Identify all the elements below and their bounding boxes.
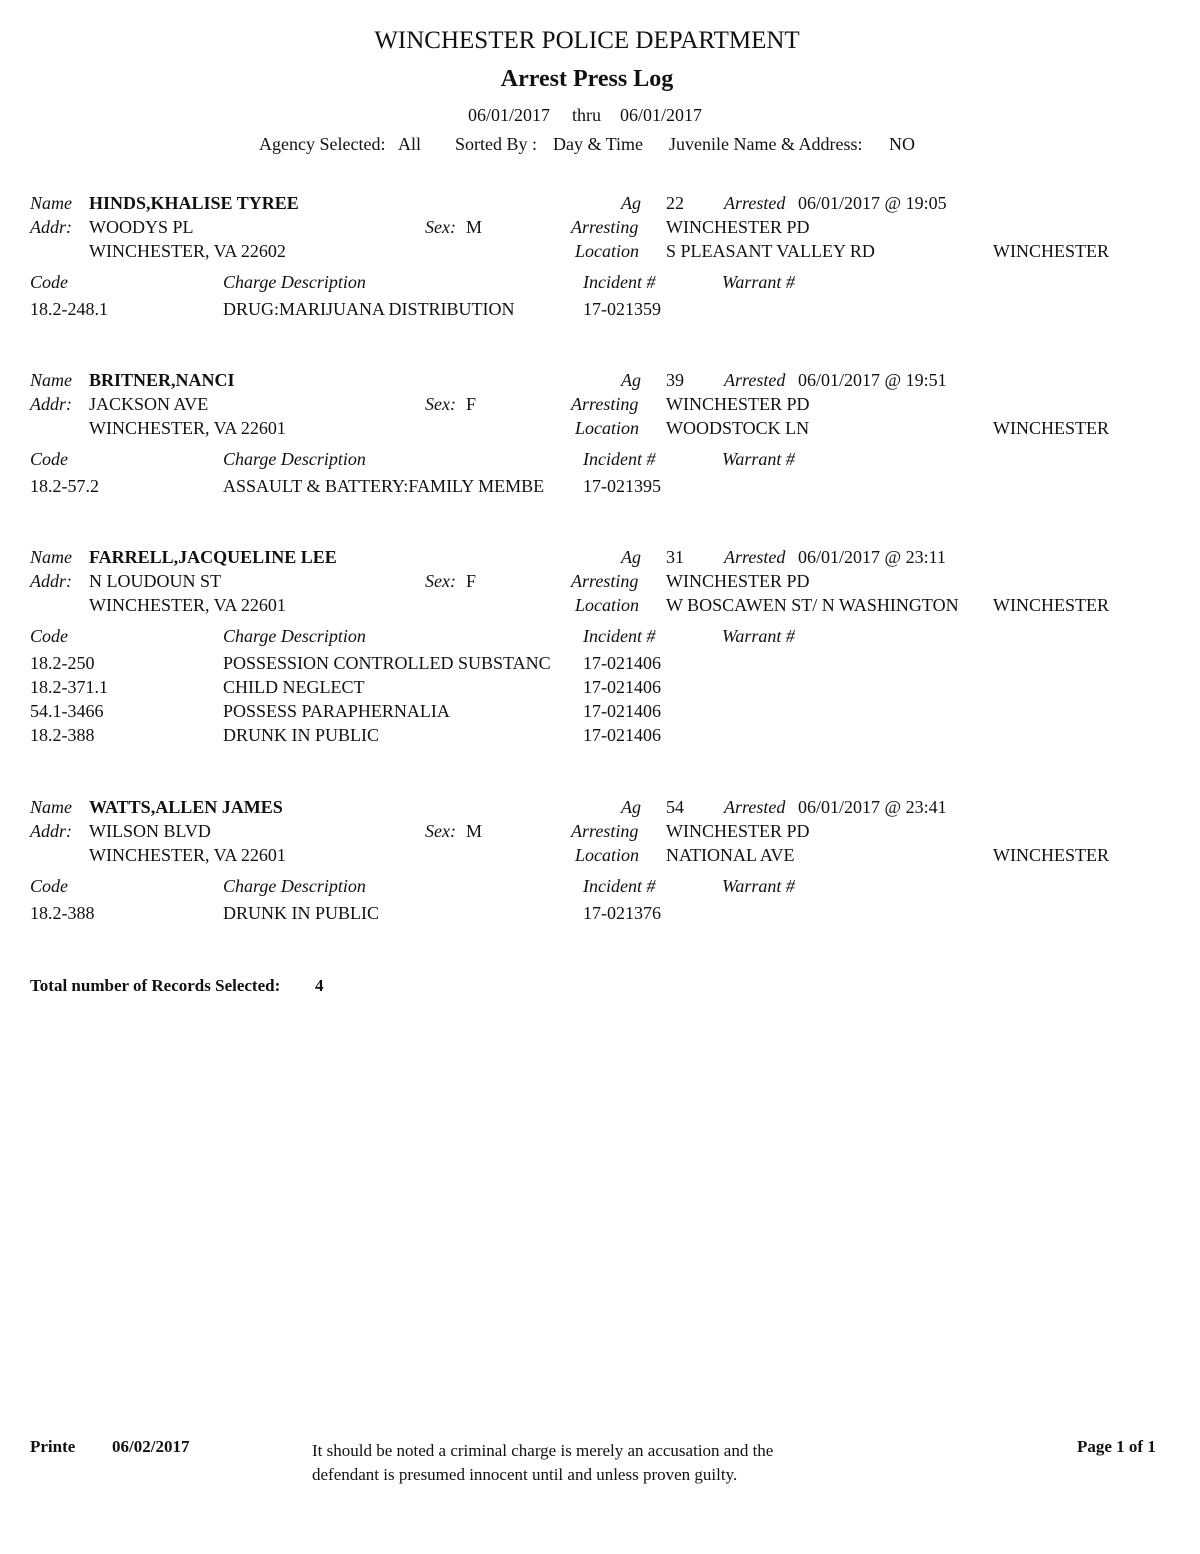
arrestee-age: 22: [666, 193, 684, 213]
arrest-city: WINCHESTER: [993, 595, 1109, 615]
age-label: Ag: [621, 370, 641, 390]
arrest-location: WOODSTOCK LN: [666, 418, 810, 438]
sex-label: Sex:: [425, 571, 456, 591]
arrest-location: S PLEASANT VALLEY RD: [666, 241, 875, 261]
arresting-agency: WINCHESTER PD: [666, 394, 810, 414]
name-label: Name: [30, 193, 72, 213]
age-label: Ag: [621, 193, 641, 213]
arrested-datetime: 06/01/2017 @ 19:05: [798, 193, 947, 213]
charge-description: POSSESS PARAPHERNALIA: [223, 701, 450, 721]
address-line1: N LOUDOUN ST: [89, 571, 221, 591]
arrestee-sex: F: [466, 571, 477, 591]
incident-header: Incident #: [583, 876, 656, 896]
arresting-agency: WINCHESTER PD: [666, 571, 810, 591]
incident-number: 17-021406: [583, 653, 661, 673]
name-label: Name: [30, 370, 72, 390]
arresting-label: Arresting: [571, 571, 639, 591]
arrest-location: NATIONAL AVE: [666, 845, 795, 865]
disclaimer-line2: defendant is presumed innocent until and unless proven guilty.: [312, 1465, 738, 1484]
department-title: WINCHESTER POLICE DEPARTMENT: [374, 27, 800, 54]
arresting-label: Arresting: [571, 394, 639, 414]
incident-number: 17-021406: [583, 701, 661, 721]
thru-label: thru: [572, 105, 601, 125]
arrested-label: Arrested: [724, 370, 786, 390]
arrest-city: WINCHESTER: [993, 845, 1109, 865]
address-line2: WINCHESTER, VA 22601: [89, 595, 286, 615]
location-label: Location: [575, 845, 640, 865]
address-line2: WINCHESTER, VA 22602: [89, 241, 286, 261]
code-header: Code: [30, 272, 68, 292]
report-title: Arrest Press Log: [500, 66, 674, 92]
page-number: Page 1 of 1: [1077, 1437, 1156, 1456]
arrestee-name: HINDS,KHALISE TYREE: [89, 193, 299, 213]
incident-number: 17-021395: [583, 476, 661, 496]
location-label: Location: [575, 595, 640, 615]
addr-label: Addr:: [30, 394, 72, 414]
incident-number: 17-021376: [583, 903, 661, 923]
addr-label: Addr:: [30, 217, 72, 237]
location-label: Location: [575, 418, 640, 438]
addr-label: Addr:: [30, 571, 72, 591]
arresting-agency: WINCHESTER PD: [666, 217, 810, 237]
arrestee-name: FARRELL,JACQUELINE LEE: [89, 547, 337, 567]
charge-description: POSSESSION CONTROLLED SUBSTANC: [223, 653, 551, 673]
code-header: Code: [30, 626, 68, 646]
juvenile-value: NO: [889, 134, 915, 154]
charge-description: CHILD NEGLECT: [223, 677, 365, 697]
address-line1: JACKSON AVE: [89, 394, 209, 414]
arrestee-sex: F: [466, 394, 477, 414]
agency-selected-label: Agency Selected:: [259, 134, 386, 154]
warrant-header: Warrant #: [722, 449, 795, 469]
warrant-header: Warrant #: [722, 272, 795, 292]
code-header: Code: [30, 876, 68, 896]
charge-code: 18.2-388: [30, 725, 95, 745]
sorted-by-label: Sorted By :: [455, 134, 538, 154]
date-from: 06/01/2017: [468, 105, 551, 125]
age-label: Ag: [621, 797, 641, 817]
arrest-city: WINCHESTER: [993, 241, 1109, 261]
age-label: Ag: [621, 547, 641, 567]
total-records-label: Total number of Records Selected:: [30, 976, 281, 995]
charge-description: ASSAULT & BATTERY:FAMILY MEMBE: [223, 476, 545, 496]
address-line2: WINCHESTER, VA 22601: [89, 845, 286, 865]
charge-code: 18.2-388: [30, 903, 95, 923]
charge-description-header: Charge Description: [223, 876, 366, 896]
juvenile-label: Juvenile Name & Address:: [669, 134, 863, 154]
charge-code: 54.1-3466: [30, 701, 104, 721]
sex-label: Sex:: [425, 217, 456, 237]
arrestee-sex: M: [466, 217, 483, 237]
charge-description: DRUNK IN PUBLIC: [223, 725, 380, 745]
arrested-datetime: 06/01/2017 @ 23:11: [798, 547, 946, 567]
arrested-label: Arrested: [724, 797, 786, 817]
incident-header: Incident #: [583, 272, 656, 292]
charge-code: 18.2-250: [30, 653, 95, 673]
sex-label: Sex:: [425, 821, 456, 841]
charge-description: DRUG:MARIJUANA DISTRIBUTION: [223, 299, 515, 319]
arrestee-age: 39: [666, 370, 684, 390]
arrestee-age: 31: [666, 547, 684, 567]
charge-code: 18.2-248.1: [30, 299, 108, 319]
charge-code: 18.2-371.1: [30, 677, 108, 697]
arrestee-name: WATTS,ALLEN JAMES: [89, 797, 283, 817]
disclaimer-line1: It should be noted a criminal charge is merely an accusation and the: [312, 1441, 774, 1460]
address-line1: WOODYS PL: [89, 217, 194, 237]
arresting-agency: WINCHESTER PD: [666, 821, 810, 841]
incident-number: 17-021359: [583, 299, 661, 319]
arresting-label: Arresting: [571, 821, 639, 841]
incident-number: 17-021406: [583, 677, 661, 697]
address-line2: WINCHESTER, VA 22601: [89, 418, 286, 438]
arrested-label: Arrested: [724, 193, 786, 213]
arrest-city: WINCHESTER: [993, 418, 1109, 438]
arresting-label: Arresting: [571, 217, 639, 237]
arrestee-age: 54: [666, 797, 684, 817]
arrest-location: W BOSCAWEN ST/ N WASHINGTON: [666, 595, 959, 615]
arrested-datetime: 06/01/2017 @ 23:41: [798, 797, 947, 817]
arrested-datetime: 06/01/2017 @ 19:51: [798, 370, 947, 390]
charge-description-header: Charge Description: [223, 272, 366, 292]
warrant-header: Warrant #: [722, 626, 795, 646]
sorted-by-value: Day & Time: [553, 134, 644, 154]
incident-number: 17-021406: [583, 725, 661, 745]
printed-label: Printe: [30, 1437, 76, 1456]
agency-selected-value: All: [398, 134, 422, 154]
code-header: Code: [30, 449, 68, 469]
addr-label: Addr:: [30, 821, 72, 841]
total-records-value: 4: [315, 976, 324, 995]
name-label: Name: [30, 547, 72, 567]
arrested-label: Arrested: [724, 547, 786, 567]
charge-description-header: Charge Description: [223, 626, 366, 646]
name-label: Name: [30, 797, 72, 817]
arrestee-name: BRITNER,NANCI: [89, 370, 235, 390]
address-line1: WILSON BLVD: [89, 821, 211, 841]
warrant-header: Warrant #: [722, 876, 795, 896]
charge-description-header: Charge Description: [223, 449, 366, 469]
location-label: Location: [575, 241, 640, 261]
charge-code: 18.2-57.2: [30, 476, 99, 496]
printed-date: 06/02/2017: [112, 1437, 190, 1456]
incident-header: Incident #: [583, 449, 656, 469]
incident-header: Incident #: [583, 626, 656, 646]
date-to: 06/01/2017: [620, 105, 703, 125]
arrestee-sex: M: [466, 821, 483, 841]
charge-description: DRUNK IN PUBLIC: [223, 903, 380, 923]
sex-label: Sex:: [425, 394, 456, 414]
